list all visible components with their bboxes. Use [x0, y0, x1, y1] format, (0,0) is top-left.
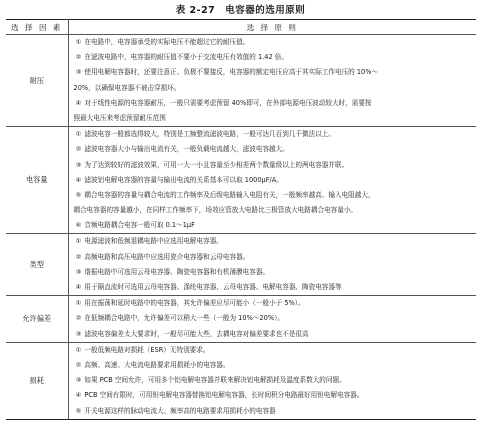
principle-cell	[68, 127, 476, 234]
item-number: ③	[75, 68, 82, 77]
principle-line	[69, 188, 477, 203]
item-text: 滤波电容偏差太大要求时，一般尽可能大些，去耦电容对偏差要求也不是很高	[84, 329, 309, 338]
item-number: ①	[75, 345, 82, 354]
item-number: ④	[75, 175, 82, 184]
principle-line	[69, 218, 477, 233]
item-number: ②	[75, 314, 82, 323]
item-number: ⑤	[75, 406, 82, 415]
factor-cell: 耐压	[6, 35, 68, 127]
principle-line	[69, 203, 477, 218]
principle-line	[69, 280, 477, 295]
principle-line	[69, 50, 477, 65]
principle-cell	[68, 342, 476, 419]
principle-line	[69, 142, 477, 157]
item-number: ⑤	[75, 190, 82, 199]
selection-principles-table	[6, 19, 476, 420]
item-text: 滤波电容器大小与输出电流有关，一般负载电流越大，滤波电容越大。	[84, 145, 289, 154]
table-header-row	[6, 20, 476, 35]
table-row-voltage-rating	[6, 35, 476, 127]
principle-line	[69, 388, 477, 403]
factor-cell: 电容量	[6, 127, 68, 234]
item-number: ①	[75, 299, 82, 308]
header-principle: 选 择 原 则	[68, 20, 476, 35]
principle-line	[69, 96, 477, 111]
item-number: ⑥	[75, 221, 82, 230]
item-number: ②	[75, 252, 82, 261]
item-text: 20%，以确保电容器不被击穿损坏。	[73, 83, 181, 92]
item-text: 滤波电容一般都选得较大，特别是工频整流滤波电路，一般可达几百到几千微法以上。	[84, 130, 335, 139]
principle-line	[69, 311, 477, 326]
item-text: 在滤波电路中，电容器的耐压值不要小于交流电压有效值的 1.42 倍。	[84, 53, 288, 62]
item-number: ③	[75, 376, 82, 385]
table-title: 表 2-27 电容器的选用原则	[175, 5, 306, 16]
item-number: ③	[75, 160, 82, 169]
factor-cell: 损耗	[6, 342, 68, 419]
principle-line	[69, 81, 477, 96]
item-text: 耦合电容器的容量越小，在同样工作频率下，场效应管放大电路比三极管放大电路耦合电容量小。	[73, 206, 358, 215]
factor-cell: 允许偏差	[6, 296, 68, 343]
principle-line	[69, 373, 477, 388]
table-row-tolerance	[6, 296, 476, 343]
item-number: ①	[75, 38, 82, 46]
table-row-capacitance	[6, 127, 476, 234]
item-text: 照最大电压来考虑预留耐压范围	[73, 113, 166, 122]
item-number: ③	[75, 329, 82, 338]
item-number: ③	[75, 267, 82, 276]
item-text: 音频电路耦合电容一般可取 0.1～1μF	[84, 221, 195, 230]
item-number: ④	[75, 391, 82, 400]
table-body	[6, 35, 476, 420]
table-row-loss	[6, 342, 476, 419]
principle-line	[69, 327, 477, 342]
item-text: 如果 PCB 空间允许，可用多个铝电解电容器并联来解决铝电解损耗及温度系数大的问题。	[84, 376, 346, 385]
item-text: 一般低频电路对损耗（ESR）无特别要求。	[84, 345, 210, 354]
item-text: 使用电解电容器时，还要注意正、负极不要接反，电容器的额定电压应高于其实际工作电压的 10%～	[84, 68, 379, 77]
item-text: 高频电路和高压电路中应选用瓷介电容器和云母电容器。	[84, 252, 250, 261]
principle-line	[69, 296, 477, 311]
principle-cell	[68, 296, 476, 343]
item-number: ②	[75, 145, 82, 154]
table-row-type	[6, 234, 476, 296]
item-text: 在低频耦合电路中，允许偏差可以稍大一些（一般为 10%～20%）。	[84, 314, 284, 323]
principle-line	[69, 250, 477, 265]
item-number: ①	[75, 130, 82, 139]
item-text: 为了达到较好的滤波效果，可用一大一小且容量至少相差两个数量级以上的两电容器并联。	[84, 160, 349, 169]
principle-line	[69, 358, 477, 373]
item-text: 耦合电容器的容量与耦合电流的工作频率及后级电路输入电阻有关，一般频率越高、输入电阻越大，	[84, 190, 375, 199]
principle-line	[69, 158, 477, 173]
principle-line	[69, 173, 477, 188]
principle-line	[69, 65, 477, 80]
item-text: 谐振电路中可选用云母电容器、陶瓷电容器和有机薄膜电容器。	[84, 267, 270, 276]
item-number: ②	[75, 360, 82, 369]
item-text: 用在振荡和延时电路中的电容器，其允许偏差应尽可能小（一般小于 5%）。	[84, 299, 305, 308]
item-text: 对于线性电源的电容器耐压，一般只需要考虑预留 40%即可，在外部电源电压波动较大时，需要按	[84, 98, 372, 107]
factor-cell: 类型	[6, 234, 68, 296]
item-number: ②	[75, 53, 82, 62]
principle-line	[69, 404, 477, 419]
item-text: 高频、高速、大电流电路要求用损耗小的电容器。	[84, 360, 230, 369]
item-number: ④	[75, 283, 82, 291]
item-text: 用于隔直流时可选用云母电容器、涤纶电容器、云母电容器、电解电容器、陶瓷电容器等	[84, 283, 342, 291]
item-text: 开关电源这样的脉动电流大、频率高的电路要求用损耗小的电容器	[84, 406, 276, 415]
header-factor: 选 择 因 素	[6, 20, 68, 35]
principle-line	[69, 35, 477, 50]
principle-cell	[68, 35, 476, 127]
principle-line	[69, 234, 477, 249]
principle-cell	[68, 234, 476, 296]
principle-line	[69, 111, 477, 126]
principle-line	[69, 265, 477, 280]
item-text: 在电路中，电容器承受的实际电压不能超过它的耐压值。	[84, 38, 250, 46]
principle-line	[69, 127, 477, 142]
item-text: 滤波铝电解电容器的容量与输出电流的关系基本可以取 1000μF/A。	[84, 175, 283, 184]
principle-line	[69, 343, 477, 358]
item-text: PCB 空间有限时，可用钽电解电容器替换铝电解电容器，长时间积分电路最好用钽电解电容器。	[84, 391, 364, 400]
item-number: ①	[75, 237, 82, 246]
item-text: 电源滤波和低频退耦电路中应选用电解电容器。	[84, 237, 223, 246]
item-number: ④	[75, 98, 82, 107]
